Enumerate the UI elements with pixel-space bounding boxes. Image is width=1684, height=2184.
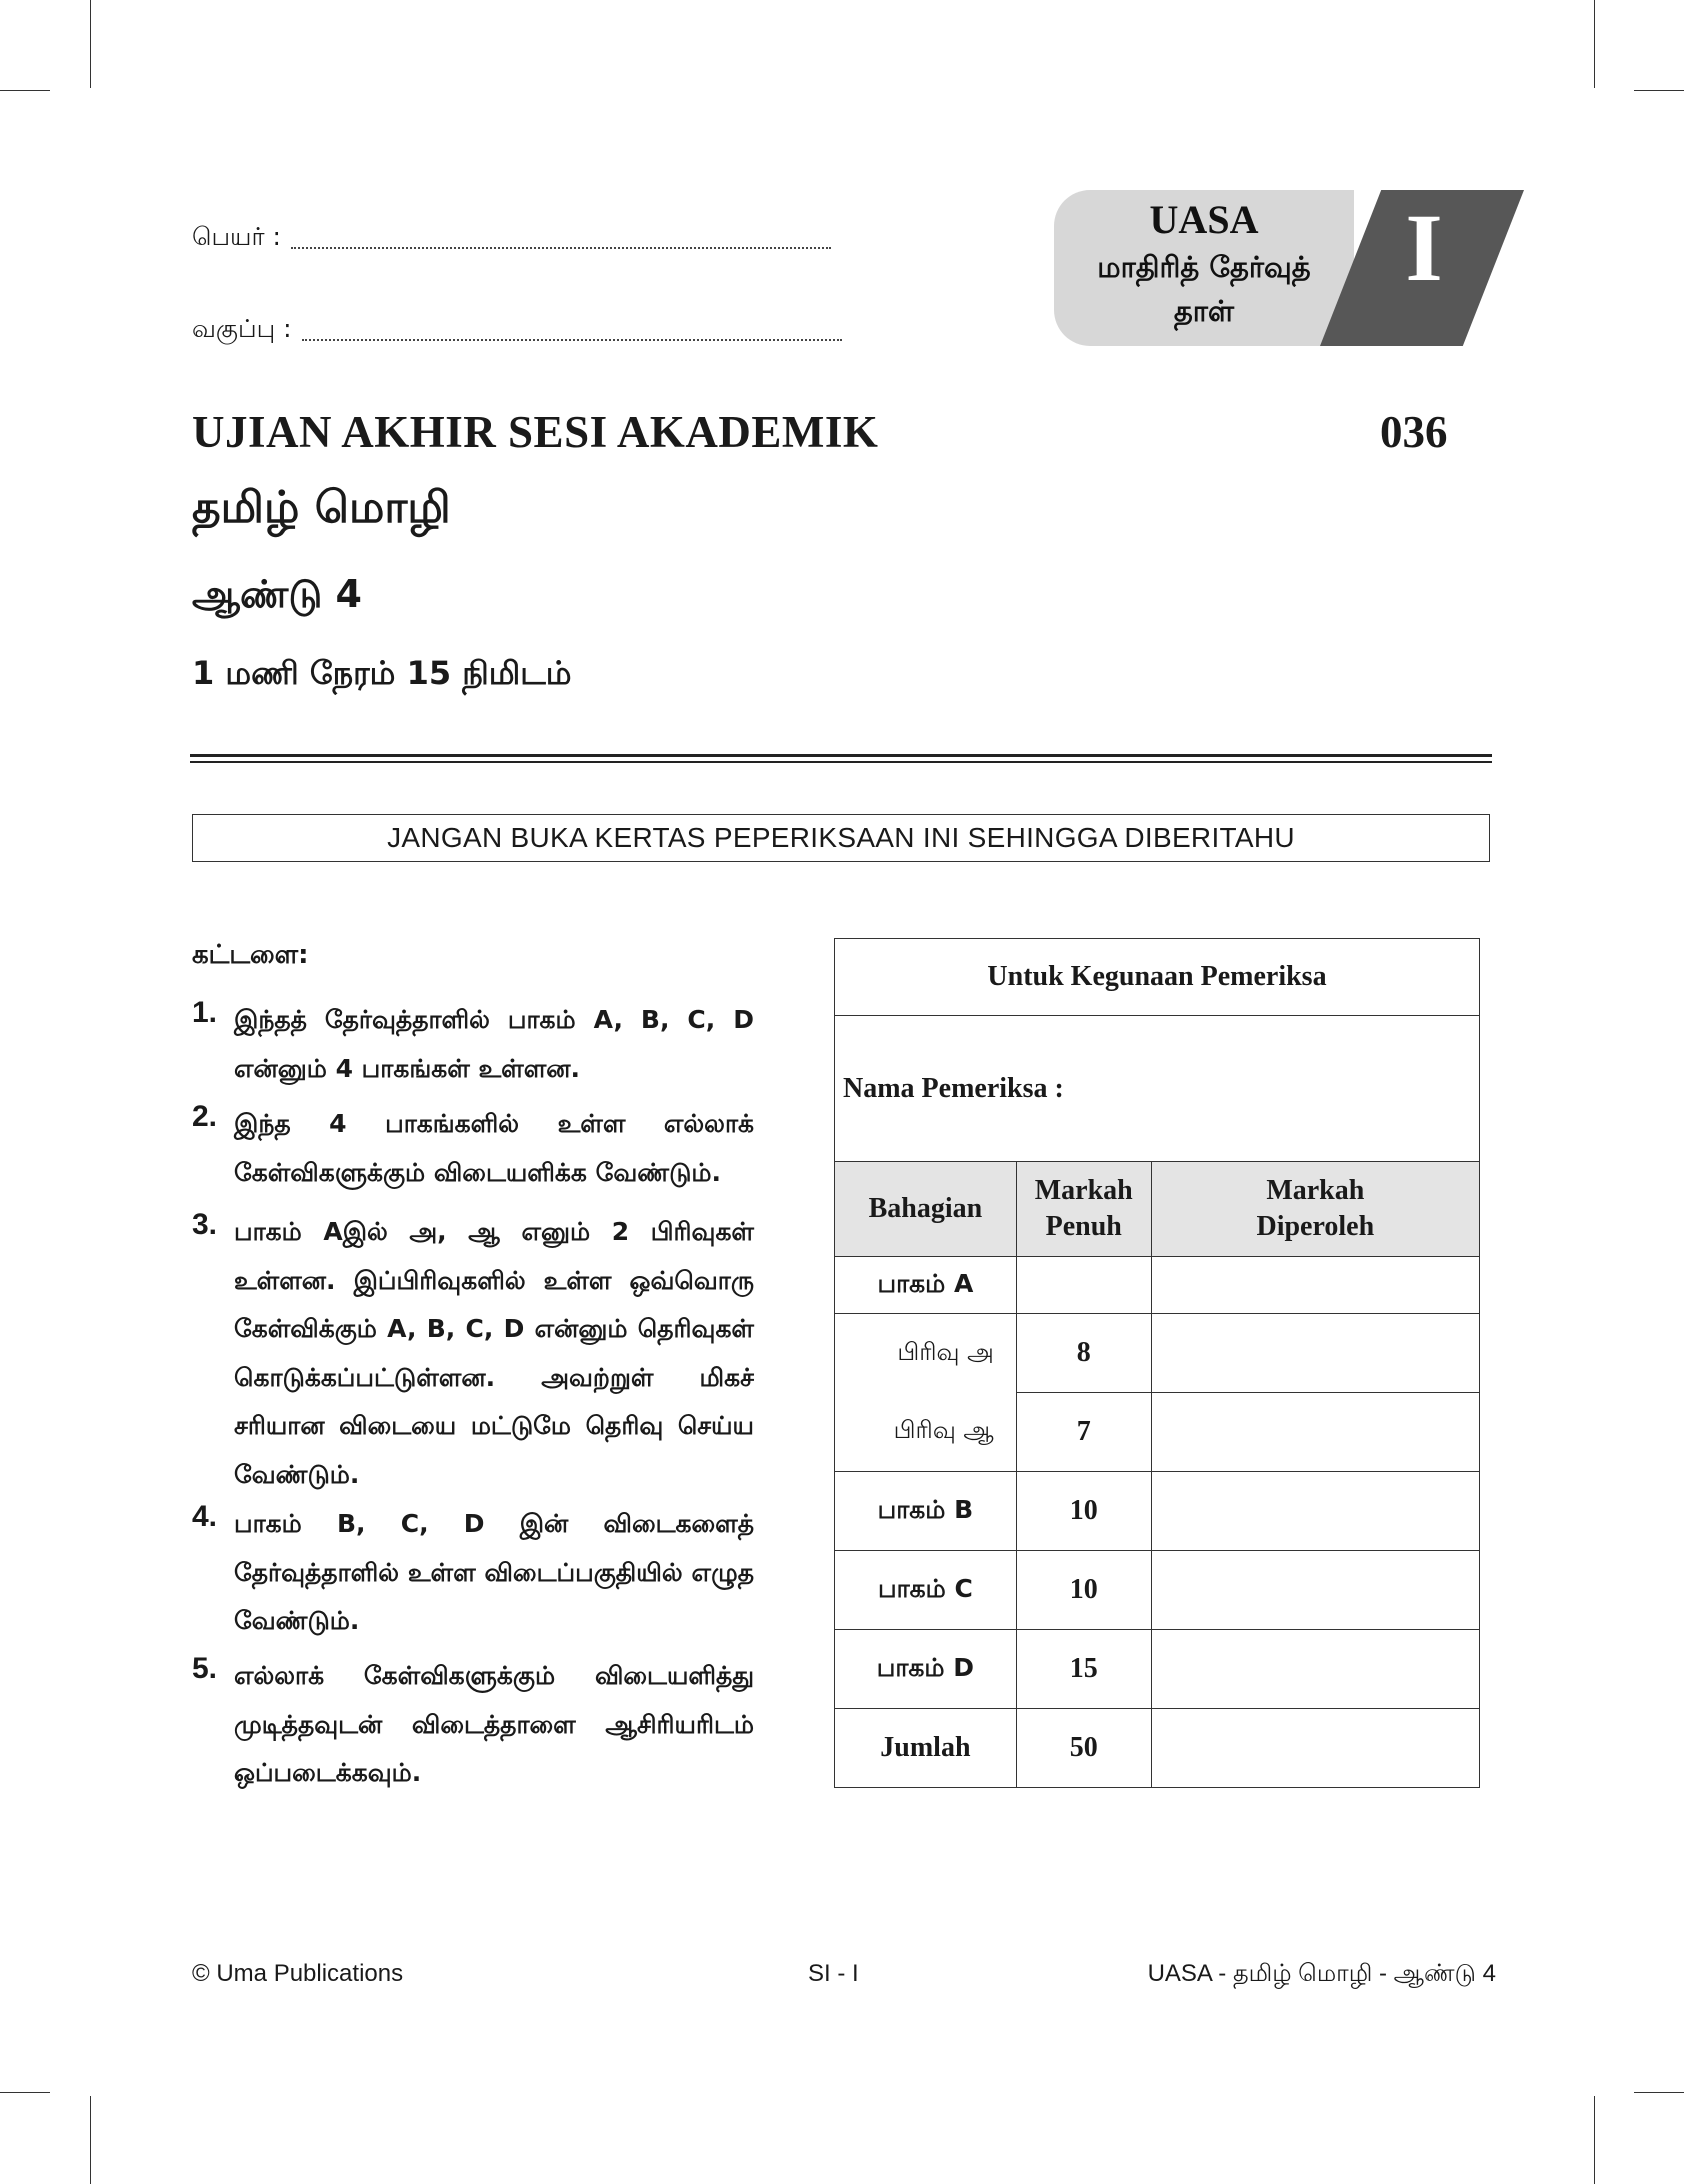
class-label: வகுப்பு : [192, 314, 292, 343]
marks-obtained-cell[interactable] [1151, 1257, 1479, 1314]
full-marks-cell: 50 [1016, 1709, 1151, 1788]
examiner-table [834, 938, 1480, 1788]
examiner-name-field[interactable] [835, 1016, 1480, 1162]
instruction-text: இந்த 4 பாகங்களில் உள்ள எல்லாக் கேள்விகளுக்கும் விடையளிக்க வேண்டும். [234, 1109, 754, 1187]
examiner-table-heading: Untuk Kegunaan Pemeriksa [835, 939, 1480, 1016]
full-marks-cell: 15 [1016, 1630, 1151, 1709]
marks-obtained-cell[interactable] [1151, 1472, 1479, 1551]
crop-mark [1594, 0, 1595, 88]
instruction-number: 1. [192, 996, 218, 1029]
column-header-text: Diperoleh [1256, 1211, 1375, 1242]
marks-obtained-cell[interactable] [1151, 1314, 1479, 1393]
year-label: ஆண்டு 4 [192, 572, 362, 616]
table-row [835, 1472, 1480, 1551]
class-field[interactable] [192, 314, 842, 347]
instruction-number: 2. [192, 1100, 218, 1133]
full-marks-cell: 8 [1016, 1314, 1151, 1393]
badge-subtitle-line2: தாள் [1173, 294, 1235, 328]
crop-mark [1634, 2092, 1684, 2093]
section-cell: பிரிவு ஆ [835, 1393, 1017, 1472]
section-cell: பாகம் A [835, 1257, 1017, 1314]
column-header-full-marks [1016, 1162, 1151, 1257]
table-row [835, 1551, 1480, 1630]
crop-mark [0, 2092, 50, 2093]
name-field[interactable] [192, 222, 831, 255]
instruction-text: இந்தத் தேர்வுத்தாளில் பாகம் A, B, C, D என்னும் 4 பாகங்கள் உள்ளன. [234, 1005, 754, 1083]
full-marks-cell [1016, 1257, 1151, 1314]
table-row-total [835, 1709, 1480, 1788]
divider [190, 761, 1492, 763]
crop-mark [90, 0, 91, 88]
section-cell: பாகம் B [835, 1472, 1017, 1551]
subject-title: தமிழ் மொழி [192, 482, 451, 533]
full-marks-cell: 7 [1016, 1393, 1151, 1472]
class-dotted-line[interactable] [302, 339, 842, 341]
instructions-title: கட்டளை: [192, 940, 309, 970]
divider [190, 754, 1492, 757]
marks-obtained-cell[interactable] [1151, 1551, 1479, 1630]
column-header-section: Bahagian [835, 1162, 1017, 1257]
table-row [835, 1257, 1480, 1314]
footer-page-number: SI - I [808, 1960, 859, 1987]
column-header-text: Penuh [1045, 1211, 1122, 1242]
crop-mark [1594, 2096, 1595, 2184]
footer-series: UASA - தமிழ் மொழி - ஆண்டு 4 [1147, 1960, 1496, 1987]
marks-obtained-cell[interactable] [1151, 1630, 1479, 1709]
marks-obtained-cell[interactable] [1151, 1709, 1479, 1788]
table-row [835, 1393, 1480, 1472]
instruction-text: எல்லாக் கேள்விகளுக்கும் விடையளித்து முடித்தவுடன் விடைத்தாளை ஆசிரியரிடம் ஒப்படைக்கவும். [234, 1661, 754, 1787]
instruction-number: 3. [192, 1208, 218, 1241]
instruction-text: பாகம் B, C, D இன் விடைகளைத் தேர்வுத்தாளில் உள்ள விடைப்பகுதியில் எழுத வேண்டும். [234, 1509, 754, 1635]
footer-publisher: © Uma Publications [192, 1960, 404, 1987]
badge-subtitle-line1: மாதிரித் தேர்வுத் [1097, 250, 1311, 284]
column-header-text: Markah [1266, 1175, 1365, 1206]
full-marks-cell: 10 [1016, 1551, 1151, 1630]
full-marks-cell: 10 [1016, 1472, 1151, 1551]
table-row [835, 1630, 1480, 1709]
total-label-cell: Jumlah [835, 1709, 1017, 1788]
instruction-text: பாகம் Aஇல் அ, ஆ எனும் 2 பிரிவுகள் உள்ளன. இப்பிரிவுகளில் உள்ள ஒவ்வொரு கேள்விக்கும் A, B, C, D என்னும் தெரிவுகள் கொடுக்கப்பட்டுள்ளன. அவற்றுள் மிகச் சரியான விடையை மட்டுமே தெரிவு செய்ய வேண்டும். [234, 1217, 754, 1489]
table-row [835, 1314, 1480, 1393]
instruction-number: 4. [192, 1500, 218, 1533]
duration-label: 1 மணி நேரம் 15 நிமிடம் [192, 654, 572, 692]
exam-code: 036 [1380, 407, 1448, 457]
crop-mark [0, 90, 50, 91]
section-cell: பாகம் C [835, 1551, 1017, 1630]
crop-mark [1634, 90, 1684, 91]
paper-number: I [1405, 194, 1443, 301]
column-header-text: Markah [1034, 1175, 1133, 1206]
badge-title: UASA [1149, 197, 1259, 242]
name-label: பெயர் : [192, 222, 281, 251]
instruction-number: 5. [192, 1652, 218, 1685]
section-cell: பாகம் D [835, 1630, 1017, 1709]
name-dotted-line[interactable] [291, 247, 831, 249]
exam-title: UJIAN AKHIR SESI AKADEMIK [192, 407, 879, 457]
marks-obtained-cell[interactable] [1151, 1393, 1479, 1472]
section-cell: பிரிவு அ [835, 1314, 1017, 1393]
examiner-name-label: Nama Pemeriksa : [843, 1072, 1064, 1104]
warning-banner: JANGAN BUKA KERTAS PEPERIKSAAN INI SEHINGGA DIBERITAHU [192, 814, 1490, 862]
column-header-marks-obtained [1151, 1162, 1479, 1257]
crop-mark [90, 2096, 91, 2184]
